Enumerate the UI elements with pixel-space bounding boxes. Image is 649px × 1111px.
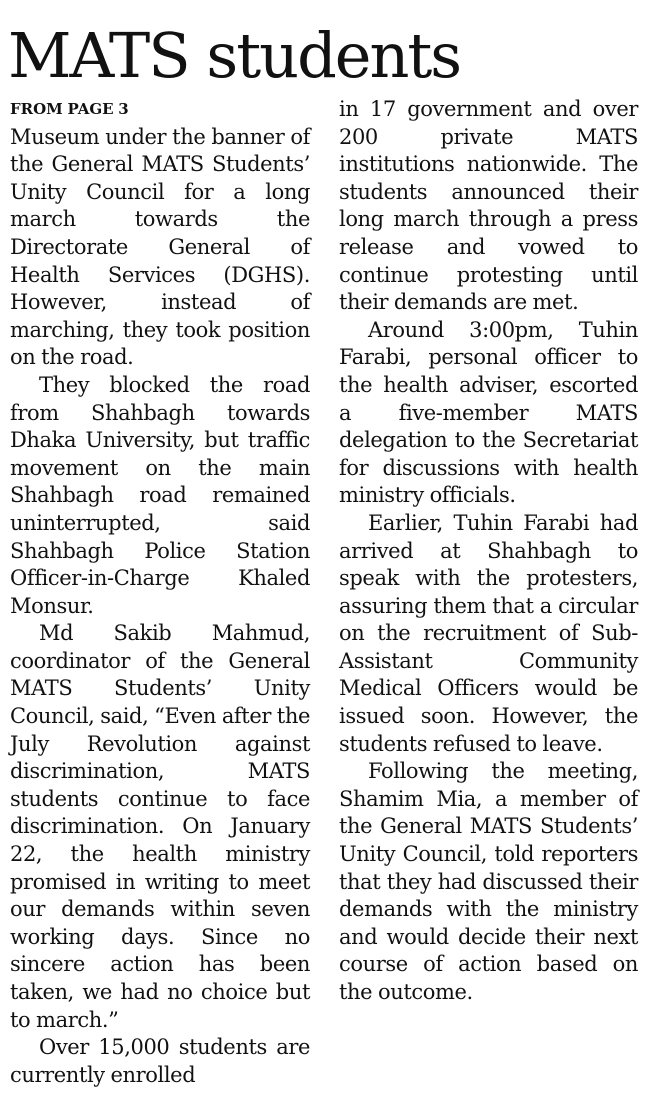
paragraph: Museum under the banner of the General MATS Students’ Unity Council for a long march towards the Directorate General of Health Services (DGHS). However, instead of marching, they took position on the road. — [10, 124, 310, 370]
paragraph: Following the meeting, Shamim Mia, a member of the General MATS Students’ Unity Council, told reporters that they had discussed their demands with the ministry and would decide their next course of action based on the outcome. — [339, 759, 638, 1004]
article-column-right — [339, 96, 638, 1007]
article-column-left — [10, 96, 310, 1089]
paragraph: They blocked the road from Shahbagh towards Dhaka University, but traffic movement on the main Shahbagh road remained uninterrupted, said Shahbagh Police Station Officer-in-Charge Khaled Monsur. — [10, 372, 310, 618]
paragraph: Over 15,000 students are currently enrolled — [10, 1035, 310, 1087]
paragraph: in 17 government and over 200 private MATS institutions nationwide. The students announced their long march through a press release and vowed to continue protesting until their demands are met. — [339, 97, 638, 315]
continuation-kicker: FROM PAGE 3 — [10, 100, 129, 118]
paragraph: Earlier, Tuhin Farabi had arrived at Shahbagh to speak with the protesters, assuring them that a circular on the recruitment of Sub-Assistant Community Medical Officers would be issued soon. However, the students refused to leave. — [339, 510, 638, 756]
headline: MATS students — [8, 19, 461, 92]
paragraph: Md Sakib Mahmud, coordinator of the General MATS Students’ Unity Council, said, “Even after the July Revolution against discrimination, MATS students continue to face discrimination. On January 22, the health ministry promised in writing to meet our demands within seven working days. Since no sincere action has been taken, we had no choice but to march.” — [10, 621, 310, 1032]
paragraph: Around 3:00pm, Tuhin Farabi, personal officer to the health adviser, escorted a five-member MATS delegation to the Secretariat for discussions with health ministry officials. — [339, 317, 638, 508]
